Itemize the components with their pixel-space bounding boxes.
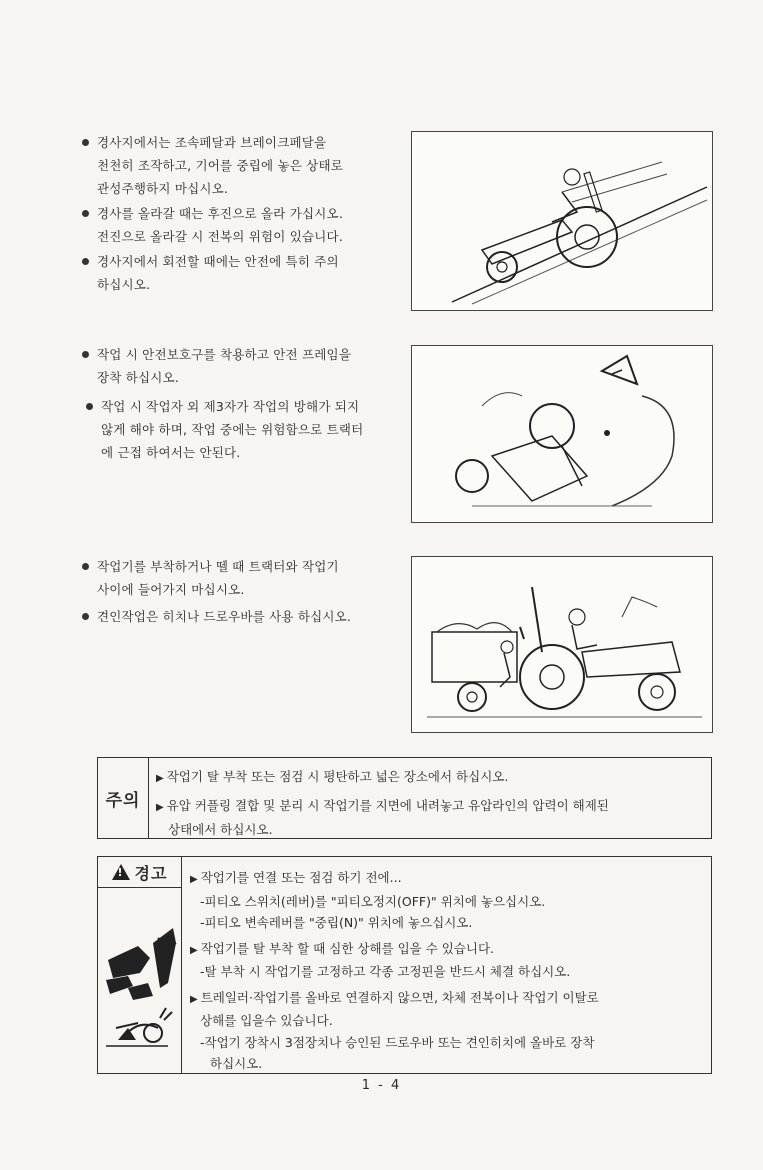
triangle-right-icon: ▶: [156, 802, 164, 813]
warning-item: ▶ 작업기를 탈 부착 할 때 심한 상해를 입을 수 있습니다.: [190, 940, 495, 956]
warning-title: ! 경고: [98, 857, 181, 888]
bullet-dot-icon: [82, 351, 89, 358]
bullet-dot-icon: [82, 613, 89, 620]
hand-crush-hazard-icon: [98, 888, 181, 1074]
slope-bullet-list: [80, 131, 400, 298]
overturned-tractor-illustration: [411, 345, 713, 523]
bullet-item: 경사를 올라갈 때는 후진으로 올라 가십시오. 전진으로 올라갈 시 전복의 위험이 있습니다.: [80, 202, 400, 248]
bullet-dot-icon: [82, 258, 89, 265]
warning-item: ▶ 트레일러·작업기를 올바로 연결하지 않으면, 차체 전복이나 작업기 이탈로: [190, 989, 599, 1005]
warning-box: [97, 856, 712, 1074]
overturned-tractor-svg: [412, 346, 712, 522]
tractor-on-slope-illustration: [411, 131, 713, 311]
hitch-bullet-list: [80, 555, 400, 630]
warning-body: ▶ 작업기를 연결 또는 점검 하기 전에... -피티오 스위치(레버)를 "피티오정지(OFF)" 위치에 놓으십시오. -피티오 변속레버를 "중립(N)" 위치에 놓으십시오. ▶ 작업기를 탈 부착 할 때 심한 상해를 입을 수 있습니다. -탈 부착 시 작업기를 고정하고 각종 고정핀을 반드시 체결 하십시오. ▶ 트레일러·작업기를 올바로 연결하지 않으면, 차체 전복이나 작업기 이탈로 상해를 입을수 있습니다. -작업기 장착시 3점장치나 승인된 드로우바 또는 견인히치에 올바로 장착 하십시오.: [190, 867, 705, 1075]
triangle-right-icon: ▶: [156, 773, 164, 784]
caution-box: [97, 757, 712, 839]
caution-label: 주의: [98, 758, 149, 838]
caution-item: ▶ 유압 커플링 결합 및 분리 시 작업기를 지면에 내려놓고 유압라인의 압력이 해제된: [156, 798, 609, 813]
warning-item: ▶ 작업기를 연결 또는 점검 하기 전에...: [190, 870, 402, 885]
warning-triangle-icon: [112, 864, 130, 880]
bullet-dot-icon: [86, 403, 93, 410]
bullet-item: 작업기를 부착하거나 뗄 때 트랙터와 작업기 사이에 들어가지 마십시오.: [80, 555, 400, 601]
bullet-dot-icon: [82, 139, 89, 146]
bullet-item: 작업 시 작업자 외 제3자가 작업의 방해가 되지 않게 해야 하며, 작업 중에는 위험함으로 트랙터 에 근접 하여서는 안된다.: [84, 395, 404, 464]
tractor-trailer-illustration: [411, 556, 713, 733]
bullet-item: 경사지에서 회전할 때에는 안전에 특히 주의 하십시오.: [80, 250, 400, 296]
bullet-item: 경사지에서는 조속페달과 브레이크페달을 천천히 조작하고, 기어를 중립에 놓은 상태로 관성주행하지 마십시오.: [80, 131, 400, 200]
caution-body: ▶ 작업기 탈 부착 또는 점검 시 평탄하고 넓은 장소에서 하십시오. ▶ 유압 커플링 결합 및 분리 시 작업기를 지면에 내려놓고 유압라인의 압력이 해제된 상태에서 하십시오.: [156, 766, 705, 841]
safety-bullet-list: [80, 343, 400, 466]
bullet-item: 견인작업은 히치나 드로우바를 사용 하십시오.: [80, 605, 400, 628]
tractor-slope-svg: [412, 132, 712, 310]
page-number: 1 - 4: [361, 1078, 402, 1093]
bullet-dot-icon: [82, 210, 89, 217]
triangle-right-icon: ▶: [190, 944, 198, 956]
caution-item: ▶ 작업기 탈 부착 또는 점검 시 평탄하고 넓은 장소에서 하십시오.: [156, 769, 509, 784]
tractor-trailer-svg: [412, 557, 712, 732]
triangle-right-icon: ▶: [190, 874, 198, 885]
bullet-item: 작업 시 안전보호구를 착용하고 안전 프레임을 장착 하십시오.: [80, 343, 400, 389]
warning-label-column: [98, 857, 182, 1073]
bullet-dot-icon: [82, 563, 89, 570]
triangle-right-icon: ▶: [190, 993, 198, 1005]
